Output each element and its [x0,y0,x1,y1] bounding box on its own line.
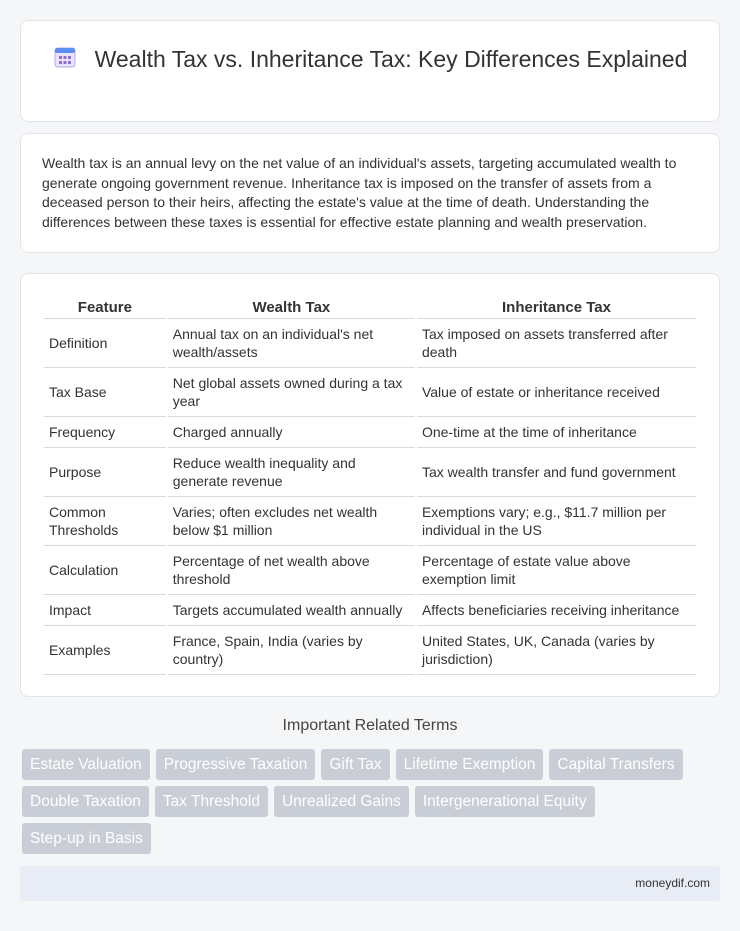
inheritance-tax-cell: Tax wealth transfer and fund government [417,448,696,497]
wealth-tax-cell: France, Spain, India (varies by country) [168,626,415,675]
table-row [44,626,696,675]
term-tag-tax-threshold[interactable]: Tax Threshold [155,786,268,817]
comparison-table [42,295,698,675]
table-row [44,497,696,546]
feature-cell: Tax Base [44,368,166,417]
term-tag-estate-valuation[interactable]: Estate Valuation [22,749,150,780]
page-title: Wealth Tax vs. Inheritance Tax: Key Differences Explained [94,46,688,72]
table-header-row [44,295,696,319]
wealth-tax-cell: Percentage of net wealth above threshold [168,546,415,595]
inheritance-tax-cell: Affects beneficiaries receiving inheritance [417,595,696,626]
related-terms-list [22,749,722,860]
comparison-table-card [20,273,720,697]
page-title-wrap [21,45,719,75]
feature-cell: Examples [44,626,166,675]
intro-paragraph: Wealth tax is an annual levy on the net value of an individual's assets, targeting accumulated wealth to generate ongoing government revenue. Inheritance tax is imposed on the transfer of assets from a deceased person to their heirs, affecting the estate's value at the time of death. Understanding the differences between these taxes is essential for effective estate planning and wealth preservation. [42,155,677,230]
term-tag-capital-transfers[interactable]: Capital Transfers [549,749,682,780]
title-card [20,20,720,122]
wealth-tax-cell: Varies; often excludes net wealth below $1 million [168,497,415,546]
column-header-inheritance-tax: Inheritance Tax [417,295,696,319]
wealth-tax-cell: Reduce wealth inequality and generate revenue [168,448,415,497]
inheritance-tax-cell: One-time at the time of inheritance [417,417,696,448]
feature-cell: Purpose [44,448,166,497]
column-header-feature: Feature [44,295,166,319]
related-terms-title: Important Related Terms [282,717,458,734]
inheritance-tax-cell: Exemptions vary; e.g., $11.7 million per individual in the US [417,497,696,546]
term-tag-step-up-in-basis[interactable]: Step-up in Basis [22,823,151,854]
feature-cell: Frequency [44,417,166,448]
feature-cell: Calculation [44,546,166,595]
feature-cell: Definition [44,319,166,368]
table-row [44,417,696,448]
table-row [44,595,696,626]
inheritance-tax-cell: Value of estate or inheritance received [417,368,696,417]
term-tag-lifetime-exemption[interactable]: Lifetime Exemption [396,749,544,780]
feature-cell: Impact [44,595,166,626]
table-row [44,448,696,497]
term-tag-gift-tax[interactable]: Gift Tax [321,749,389,780]
calendar-grid-icon [53,45,77,75]
footer [20,866,720,901]
term-tag-intergenerational-equity[interactable]: Intergenerational Equity [415,786,595,817]
inheritance-tax-cell: Tax imposed on assets transferred after death [417,319,696,368]
wealth-tax-cell: Annual tax on an individual's net wealth/assets [168,319,415,368]
inheritance-tax-cell: United States, UK, Canada (varies by jurisdiction) [417,626,696,675]
intro-card [20,133,720,253]
table-row [44,368,696,417]
wealth-tax-cell: Net global assets owned during a tax year [168,368,415,417]
wealth-tax-cell: Targets accumulated wealth annually [168,595,415,626]
term-tag-unrealized-gains[interactable]: Unrealized Gains [274,786,409,817]
wealth-tax-cell: Charged annually [168,417,415,448]
term-tag-progressive-taxation[interactable]: Progressive Taxation [156,749,316,780]
term-tag-double-taxation[interactable]: Double Taxation [22,786,149,817]
column-header-wealth-tax: Wealth Tax [168,295,415,319]
table-row [44,319,696,368]
footer-site-name: moneydif.com [635,876,710,890]
inheritance-tax-cell: Percentage of estate value above exemption limit [417,546,696,595]
feature-cell: Common Thresholds [44,497,166,546]
table-row [44,546,696,595]
